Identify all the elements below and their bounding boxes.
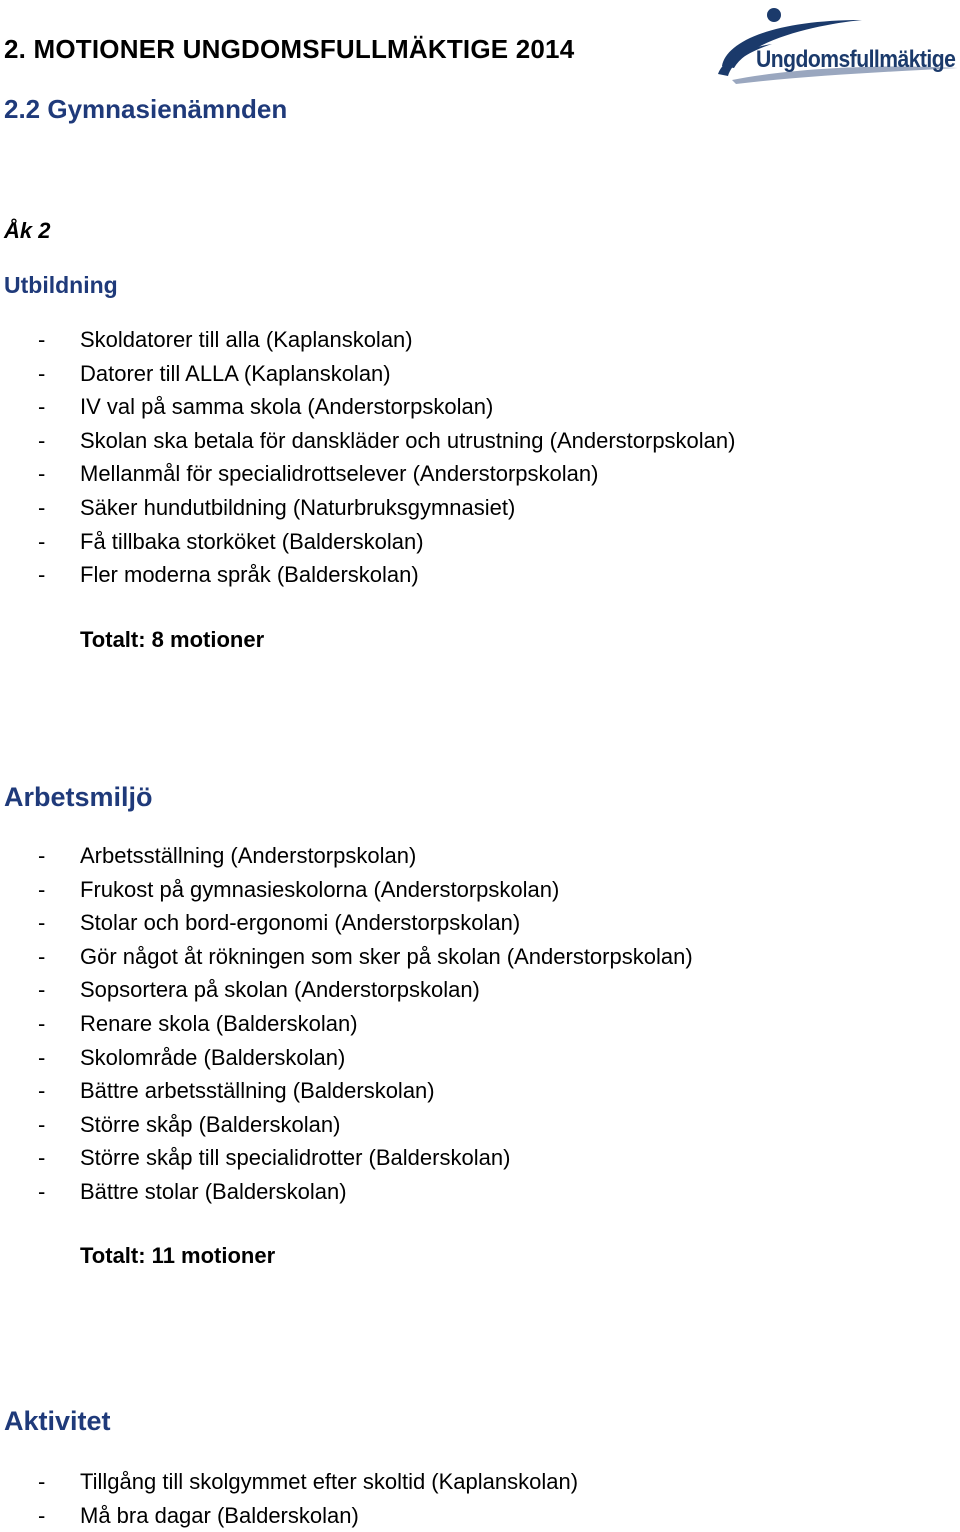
list-item-text: Tillgång till skolgymmet efter skoltid (Kaplanskolan)	[80, 1469, 579, 1494]
list-item-text: Mellanmål för specialidrottselever (Anderstorpskolan)	[80, 461, 599, 487]
list-item-text: Bättre stolar (Balderskolan)	[80, 1178, 347, 1204]
bullet-dash: -	[38, 327, 46, 352]
list-item-text: Renare skola (Balderskolan)	[80, 1010, 358, 1036]
section-subtitle: 2.2 Gymnasienämnden	[4, 94, 288, 124]
list-item-text: Stolar och bord-ergonomi (Anderstorpskolan)	[80, 910, 521, 936]
bullet-dash: -	[38, 528, 46, 554]
bullet-dash: -	[38, 461, 46, 487]
bullet-dash: -	[38, 494, 46, 520]
list-item-text: IV val på samma skola (Anderstorpskolan)	[80, 394, 494, 420]
total-count-arbetsmiljo: Totalt: 11 motioner	[80, 1243, 276, 1268]
list-item-text: Skoldatorer till alla (Kaplanskolan)	[80, 327, 413, 352]
list-item-text: Fler moderna språk (Balderskolan)	[80, 562, 419, 588]
list-item-text: Bättre arbetsställning (Balderskolan)	[80, 1078, 435, 1104]
list-item-text: Arbetsställning (Anderstorpskolan)	[80, 843, 417, 868]
bullet-dash: -	[38, 1111, 46, 1137]
section-heading-arbetsmiljo: Arbetsmiljö	[4, 782, 153, 812]
document-title: 2. MOTIONER UNGDOMSFULLMÄKTIGE 2014	[4, 34, 575, 64]
list-item-text: Sopsortera på skolan (Anderstorpskolan)	[80, 977, 480, 1003]
list-item-text: Större skåp till specialidrotter (Balderskolan)	[80, 1145, 511, 1171]
list-item-text: Må bra dagar (Balderskolan)	[80, 1502, 359, 1528]
bullet-dash: -	[38, 1178, 46, 1204]
year-label: Åk 2	[4, 218, 51, 243]
section-heading-utbildning: Utbildning	[4, 272, 118, 298]
section-heading-aktivitet: Aktivitet	[4, 1406, 111, 1436]
list-item-text: Frukost på gymnasieskolorna (Anderstorpskolan)	[80, 876, 560, 902]
list-item-text: Säker hundutbildning (Naturbruksgymnasiet)	[80, 494, 516, 520]
bullet-dash: -	[38, 876, 46, 902]
bullet-dash: -	[38, 910, 46, 936]
total-count-utbildning: Totalt: 8 motioner	[80, 627, 265, 652]
list-item-text: Datorer till ALLA (Kaplanskolan)	[80, 360, 391, 386]
bullet-dash: -	[38, 1469, 46, 1494]
bullet-dash: -	[38, 1010, 46, 1036]
list-item-text: Gör något åt rökningen som sker på skolan (Anderstorpskolan)	[80, 943, 693, 969]
bullet-dash: -	[38, 562, 46, 588]
bullet-dash: -	[38, 360, 46, 386]
bullet-dash: -	[38, 1078, 46, 1104]
bullet-dash: -	[38, 943, 46, 969]
ungdomsfullmaktige-logo	[712, 2, 960, 86]
list-item-text: Skolområde (Balderskolan)	[80, 1044, 346, 1070]
bullet-dash: -	[38, 427, 46, 453]
bullet-dash: -	[38, 1145, 46, 1171]
list-item-text: Större skåp (Balderskolan)	[80, 1111, 341, 1137]
list-item-text: Få tillbaka storköket (Balderskolan)	[80, 528, 424, 554]
bullet-dash: -	[38, 1044, 46, 1070]
list-item-text: Skolan ska betala för danskläder och utrustning (Anderstorpskolan)	[80, 427, 736, 453]
bullet-dash: -	[38, 977, 46, 1003]
bullet-dash: -	[38, 843, 46, 868]
logo-text: Ungdomsfullmäktige	[756, 46, 956, 73]
bullet-dash: -	[38, 1502, 46, 1528]
bullet-dash: -	[38, 394, 46, 420]
